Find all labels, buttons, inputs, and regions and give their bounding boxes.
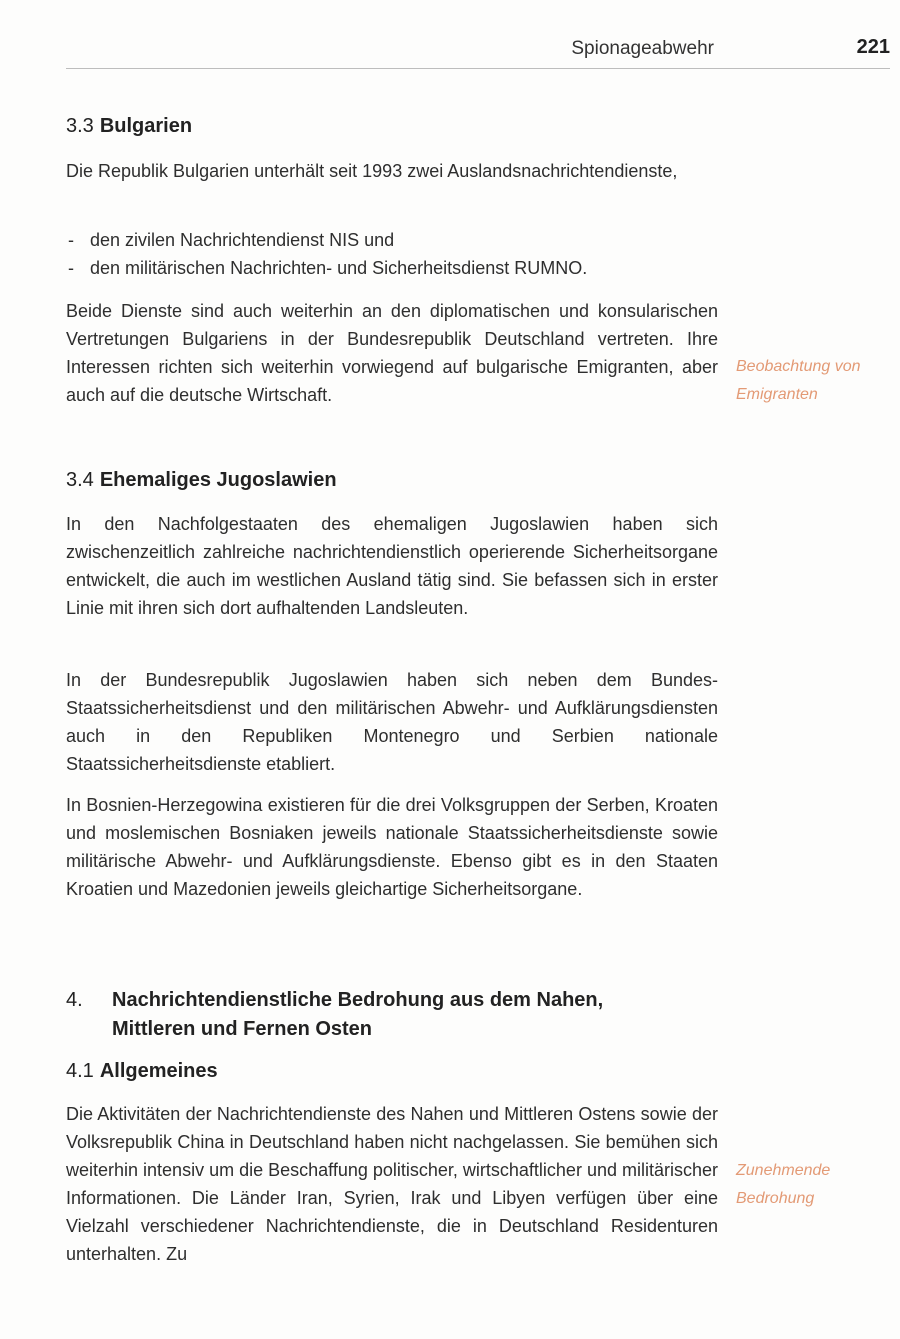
- paragraph: Die Aktivitäten der Nachrichtendienste des Nahen und Mittleren Ostens sowie der Volksrepublik China in Deutschland haben nicht nachgelassen. Sie bemühen sich weiterhin intensiv um die Beschaffung politischer, wirtschaftlicher und militärischer Informationen. Die Länder Iran, Syrien, Irak und Libyen verfügen über eine Vielzahl verschiedener Nachrichtendienste, die in Deutschland Residenturen unterhalten. Zu: [66, 1104, 718, 1264]
- paragraph: In den Nachfolgestaaten des ehemaligen Jugoslawien haben sich zwischenzeitlich zahlreiche nachrichtendienstlich operierende Sicherheitsorgane entwickelt, die auch im westlichen Ausland tätig sind. Sie befassen sich in erster Linie mit ihren sich dort aufhaltenden Landsleuten.: [66, 514, 718, 618]
- section-3-4-paragraph-1: [66, 510, 718, 622]
- section-3-3-list: [66, 226, 718, 282]
- section-heading-3-3: [66, 113, 718, 139]
- section-title: Bulgarien: [99, 115, 193, 137]
- section-3-3-paragraph: [66, 297, 718, 409]
- section-3-4-paragraph-2: [66, 666, 718, 778]
- section-title: Allgemeines: [99, 1060, 218, 1082]
- section-title: [112, 986, 712, 1044]
- paragraph: Beide Dienste sind auch weiterhin an den diplomatischen und konsularischen Vertretungen Bulgariens in der Bundesrepublik Deutschland vertreten. Ihre Interessen richten sich weiterhin vorwiegend auf bulgarische Emigranten, aber auch auf die deutsche Wirtschaft.: [66, 301, 718, 405]
- paragraph: In Bosnien-Herzegowina existieren für die drei Volksgruppen der Serben, Kroaten und moslemischen Bosniaken jeweils nationale Staatssicherheitsdienste sowie militärische Abwehr- und Aufklärungsdienste. Ebenso gibt es in den Staaten Kroatien und Mazedonien jeweils gleichartige Sicherheitsorgane.: [66, 795, 718, 899]
- section-number: 4.: [66, 989, 83, 1011]
- paragraph: Die Republik Bulgarien unterhält seit 1993 zwei Auslandsnachrichtendienste,: [66, 161, 678, 181]
- margin-note-line: Zunehmende: [736, 1162, 831, 1179]
- margin-note-line: Beobachtung von: [736, 358, 861, 375]
- section-title-line-1: Nachrichtendienstliche Bedrohung aus dem Nahen,: [112, 989, 604, 1011]
- margin-note-line: Bedrohung: [736, 1190, 815, 1207]
- margin-note-bedrohung: [736, 1157, 896, 1213]
- section-heading-4: [66, 986, 726, 1046]
- section-heading-3-4: [66, 467, 718, 493]
- list-item: - den militärischen Nachrichten- und Sicherheitsdienst RUMNO.: [66, 254, 718, 282]
- section-title-line-2: Mittleren und Fernen Osten: [112, 1018, 373, 1040]
- list-item: - den zivilen Nachrichtendienst NIS und: [66, 226, 718, 254]
- page-header: [66, 34, 890, 74]
- section-4-1-paragraph: [66, 1100, 718, 1268]
- section-3-4-paragraph-3: [66, 791, 718, 903]
- page-number: 221: [856, 36, 890, 58]
- section-number: 4.1: [66, 1060, 94, 1082]
- section-number: 3.3: [66, 115, 94, 137]
- margin-note-line: Emigranten: [736, 386, 818, 403]
- header-rule: [66, 68, 890, 69]
- paragraph: In der Bundesrepublik Jugoslawien haben sich neben dem Bundes-Staatssicherheitsdienst und den militärischen Abwehr- und Aufklärungsdiensten auch in den Republiken Montenegro und Serbien nationale Staatssicherheitsdienste etabliert.: [66, 670, 718, 774]
- section-number: 3.4: [66, 469, 94, 491]
- section-3-3-intro: [66, 157, 718, 185]
- section-title: Ehemaliges Jugoslawien: [99, 469, 337, 491]
- margin-note-emigranten: [736, 353, 896, 409]
- section-heading-4-1: [66, 1058, 718, 1084]
- running-head: Spionageabwehr: [571, 38, 714, 59]
